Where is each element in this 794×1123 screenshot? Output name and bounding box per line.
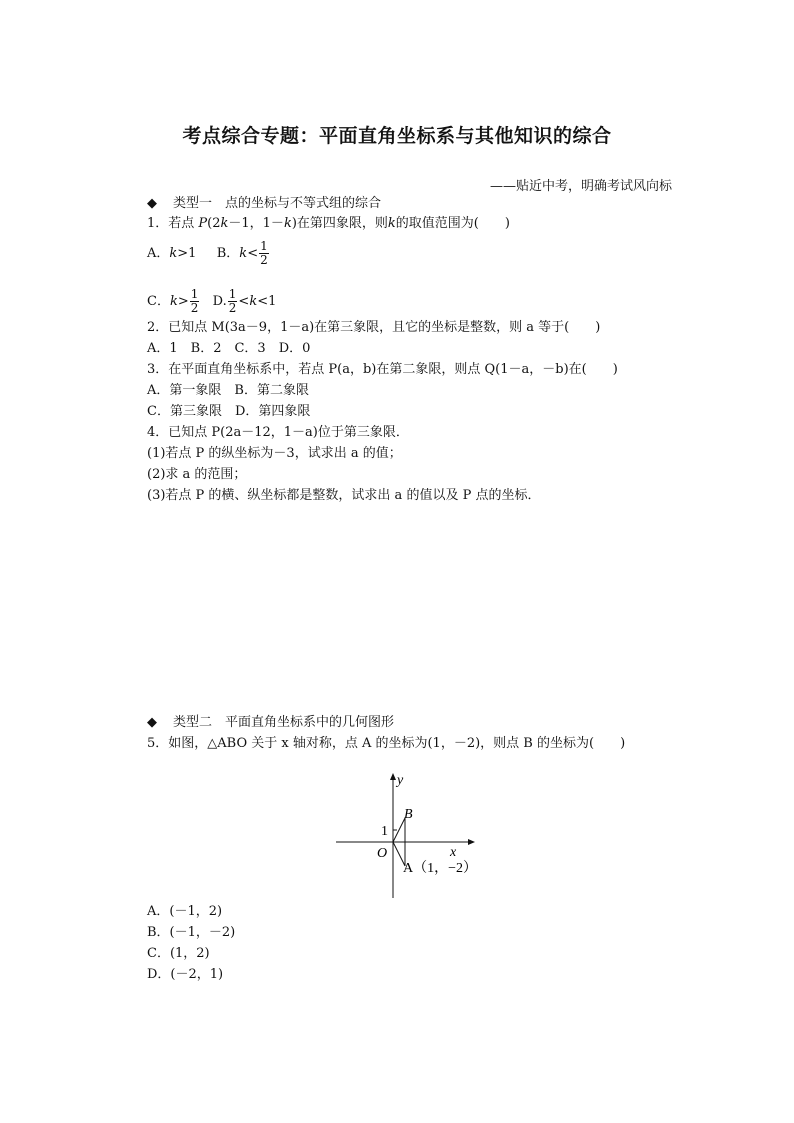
- question-4-part-1: (1)若点 P 的纵坐标为－3，试求出 a 的值；: [147, 446, 402, 461]
- question-5-option-b: B．(－1，－2): [147, 925, 236, 940]
- fraction-denominator: 2: [190, 301, 199, 315]
- question-2-options: A．1 B．2 C．3 D．0: [147, 341, 311, 356]
- y-axis-label: y: [397, 773, 404, 788]
- question-5-stem: 5．如图，△ABO 关于 x 轴对称，点 A 的坐标为(1，－2)，则点 B 的坐标为( ): [147, 736, 626, 751]
- q1-option-c-label: C．: [147, 294, 170, 309]
- question-4-part-2: (2)求 a 的范围；: [147, 467, 247, 482]
- fraction-denominator: 2: [228, 301, 237, 315]
- point-a-label: A（1，−2）: [403, 861, 478, 876]
- question-1-stem: [147, 215, 510, 233]
- question-5-option-a: A．(－1，2): [147, 904, 223, 919]
- q1-option-a-label: A．: [147, 246, 170, 261]
- q1-option-c-relation: >: [177, 294, 189, 309]
- fraction-one-half: [259, 240, 269, 267]
- section-1-label: 类型一 点的坐标与不等式组的综合: [173, 196, 382, 211]
- question-3-stem: 3．在平面直角坐标系中，若点 P(a，b)在第二象限，则点 Q(1－a，－b)在( ): [147, 362, 618, 377]
- q1-var-k: k: [169, 246, 178, 261]
- question-1-options-cd: [147, 288, 276, 315]
- q1-var-k: k: [283, 216, 292, 231]
- q1-var-k: k: [239, 246, 248, 261]
- y-tick-label: 1: [381, 824, 388, 839]
- question-1-options-ab: [147, 240, 270, 267]
- coordinate-figure-svg: [336, 770, 506, 900]
- section-1-heading: [147, 195, 381, 213]
- x-axis-arrow-icon: [468, 839, 475, 845]
- fraction-one-half: [190, 288, 200, 315]
- page-subtitle: ——贴近中考，明确考试风向标: [489, 179, 672, 194]
- origin-label: O: [377, 846, 388, 861]
- section-2-label: 类型二 平面直角坐标系中的几何图形: [173, 715, 395, 730]
- q1-text: 的取值范围为( ): [395, 216, 510, 231]
- x-axis-label: x: [450, 845, 457, 860]
- diamond-bullet-icon: ◆: [147, 196, 157, 211]
- question-3-options-line-2: C．第三象限 D．第四象限: [147, 404, 311, 419]
- page-title: 考点综合专题：平面直角坐标系与其他知识的综合: [182, 125, 612, 147]
- q1-option-d-label: D.: [212, 294, 227, 309]
- q1-option-a-text: >1: [177, 246, 197, 261]
- question-2-stem: 2．已知点 M(3a－9，1－a)在第三象限，且它的坐标是整数，则 a 等于( ): [147, 320, 601, 335]
- q1-var-k: k: [220, 216, 229, 231]
- y-axis-arrow-icon: [390, 773, 396, 780]
- q1-text: 1．若点: [147, 216, 199, 231]
- q1-option-b-relation: <: [247, 246, 259, 261]
- q1-var-k: k: [169, 294, 178, 309]
- point-b-label: B: [404, 807, 413, 822]
- q1-text: －1，1－: [228, 216, 284, 231]
- q1-var-k: k: [387, 216, 396, 231]
- q1-option-b-label: B．: [216, 246, 240, 261]
- section-2-heading: [147, 714, 394, 732]
- q1-var-k: k: [249, 294, 258, 309]
- diamond-bullet-icon: ◆: [147, 715, 157, 730]
- fraction-numerator: 1: [190, 287, 199, 301]
- q1-option-d-relation: <: [238, 294, 250, 309]
- q1-option-d-text: <1: [257, 294, 277, 309]
- question-4-stem: 4．已知点 P(2a－12，1－a)位于第三象限．: [147, 425, 409, 440]
- question-5-option-d: D．(－2，1): [147, 967, 224, 982]
- question-3-options-line-1: A．第一象限 B．第二象限: [147, 383, 309, 398]
- fraction-numerator: 1: [260, 239, 268, 253]
- question-5-option-c: C．(1，2): [147, 946, 210, 961]
- coordinate-figure: [336, 770, 506, 904]
- question-4-part-3: (3)若点 P 的横、纵坐标都是整数，试求出 a 的值以及 P 点的坐标．: [147, 488, 541, 503]
- q1-point-p: P: [198, 216, 208, 231]
- fraction-one-half: [228, 288, 238, 315]
- q1-text: (2: [207, 216, 221, 231]
- fraction-denominator: 2: [260, 253, 268, 267]
- fraction-numerator: 1: [228, 287, 237, 301]
- q1-text: )在第四象限，则: [291, 216, 388, 231]
